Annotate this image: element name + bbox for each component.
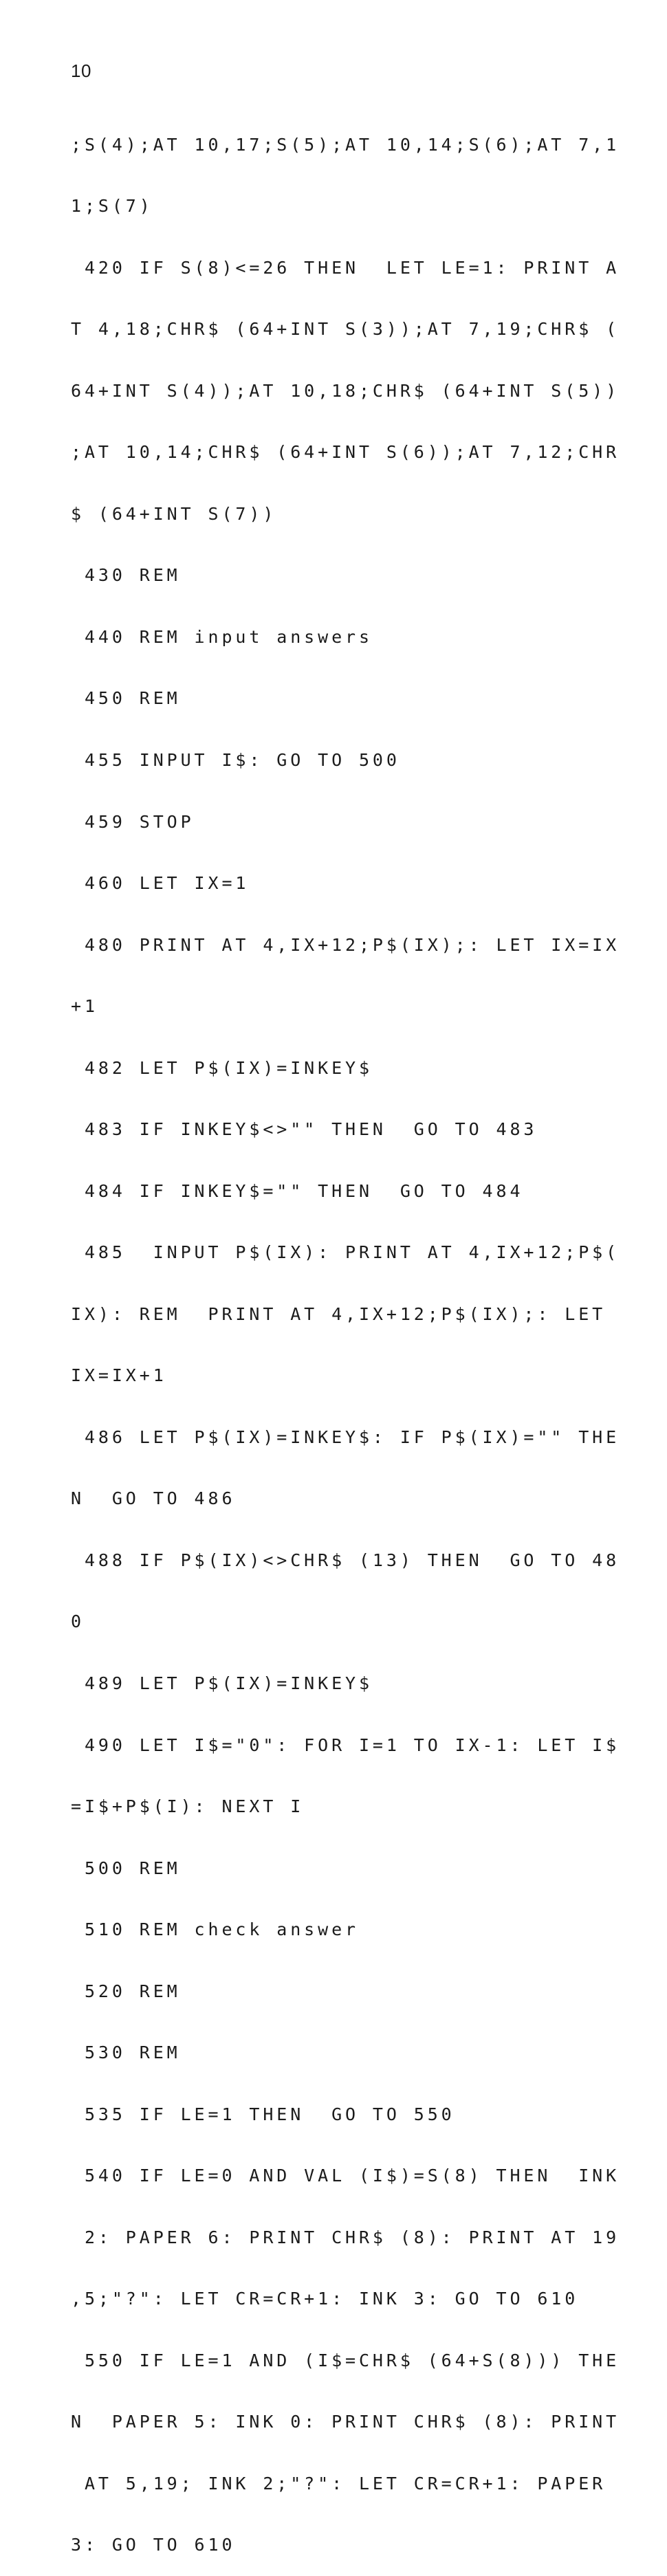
listing-line: ;S(4);AT 10,17;S(5);AT 10,14;S(6);AT 7,1 bbox=[71, 134, 620, 155]
listing-line: 540 IF LE=0 AND VAL (I$)=S(8) THEN INK bbox=[71, 2166, 620, 2186]
listing-line: 530 REM bbox=[71, 2043, 181, 2063]
listing-line: 485 INPUT P$(IX): PRINT AT 4,IX+12;P$( bbox=[71, 1242, 620, 1263]
listing-line: N GO TO 486 bbox=[71, 1488, 236, 1509]
listing-line: 2: PAPER 6: PRINT CHR$ (8): PRINT AT 19 bbox=[71, 2227, 620, 2247]
listing-line: IX): REM PRINT AT 4,IX+12;P$(IX);: LET bbox=[71, 1303, 606, 1324]
listing-line: 550 IF LE=1 AND (I$=CHR$ (64+S(8))) THE bbox=[71, 2350, 620, 2370]
listing-line: 0 bbox=[71, 1611, 85, 1632]
listing-line: 500 REM bbox=[71, 1858, 181, 1878]
listing-line: 459 STOP bbox=[71, 811, 195, 832]
listing-line: 490 LET I$="0": FOR I=1 TO IX-1: LET I$ bbox=[71, 1735, 620, 1755]
listing-line: N PAPER 5: INK 0: PRINT CHR$ (8): PRINT bbox=[71, 2412, 620, 2432]
listing-line: 460 LET IX=1 bbox=[71, 873, 250, 894]
listing-line: =I$+P$(I): NEXT I bbox=[71, 1796, 305, 1817]
listing-line: 535 IF LE=1 THEN GO TO 550 bbox=[71, 2104, 455, 2124]
listing-line: 486 LET P$(IX)=INKEY$: IF P$(IX)="" THE bbox=[71, 1427, 620, 1447]
listing-line: 483 IF INKEY$<>"" THEN GO TO 483 bbox=[71, 1119, 538, 1140]
listing-line: 489 LET P$(IX)=INKEY$ bbox=[71, 1673, 373, 1693]
listing-line: 420 IF S(8)<=26 THEN LET LE=1: PRINT A bbox=[71, 257, 620, 278]
listing-line: AT 5,19; INK 2;"?": LET CR=CR+1: PAPER bbox=[71, 2473, 606, 2494]
listing-line: 482 LET P$(IX)=INKEY$ bbox=[71, 1057, 373, 1078]
listing-line: 510 REM check answer bbox=[71, 1919, 359, 1940]
listing-line: 450 REM bbox=[71, 688, 181, 709]
listing-line: T 4,18;CHR$ (64+INT S(3));AT 7,19;CHR$ ( bbox=[71, 319, 620, 340]
listing-line: 64+INT S(4));AT 10,18;CHR$ (64+INT S(5)) bbox=[71, 380, 620, 401]
listing-line: $ (64+INT S(7)) bbox=[71, 503, 277, 524]
basic-program-listing bbox=[71, 93, 648, 2576]
listing-line: 1;S(7) bbox=[71, 196, 153, 217]
listing-line: +1 bbox=[71, 996, 98, 1017]
listing-line: 430 REM bbox=[71, 565, 181, 586]
page-number: 10 bbox=[71, 60, 91, 81]
listing-line: 440 REM input answers bbox=[71, 626, 373, 647]
listing-line: 484 IF INKEY$="" THEN GO TO 484 bbox=[71, 1180, 524, 1201]
listing-line: 520 REM bbox=[71, 1981, 181, 2001]
listing-line: ,5;"?": LET CR=CR+1: INK 3: GO TO 610 bbox=[71, 2289, 579, 2309]
listing-line: ;AT 10,14;CHR$ (64+INT S(6));AT 7,12;CHR bbox=[71, 442, 620, 463]
listing-line: 3: GO TO 610 bbox=[71, 2535, 236, 2555]
listing-line: 480 PRINT AT 4,IX+12;P$(IX);: LET IX=IX bbox=[71, 934, 620, 955]
listing-line: 455 INPUT I$: GO TO 500 bbox=[71, 750, 400, 770]
listing-line: IX=IX+1 bbox=[71, 1365, 167, 1386]
listing-line: 488 IF P$(IX)<>CHR$ (13) THEN GO TO 48 bbox=[71, 1550, 620, 1570]
